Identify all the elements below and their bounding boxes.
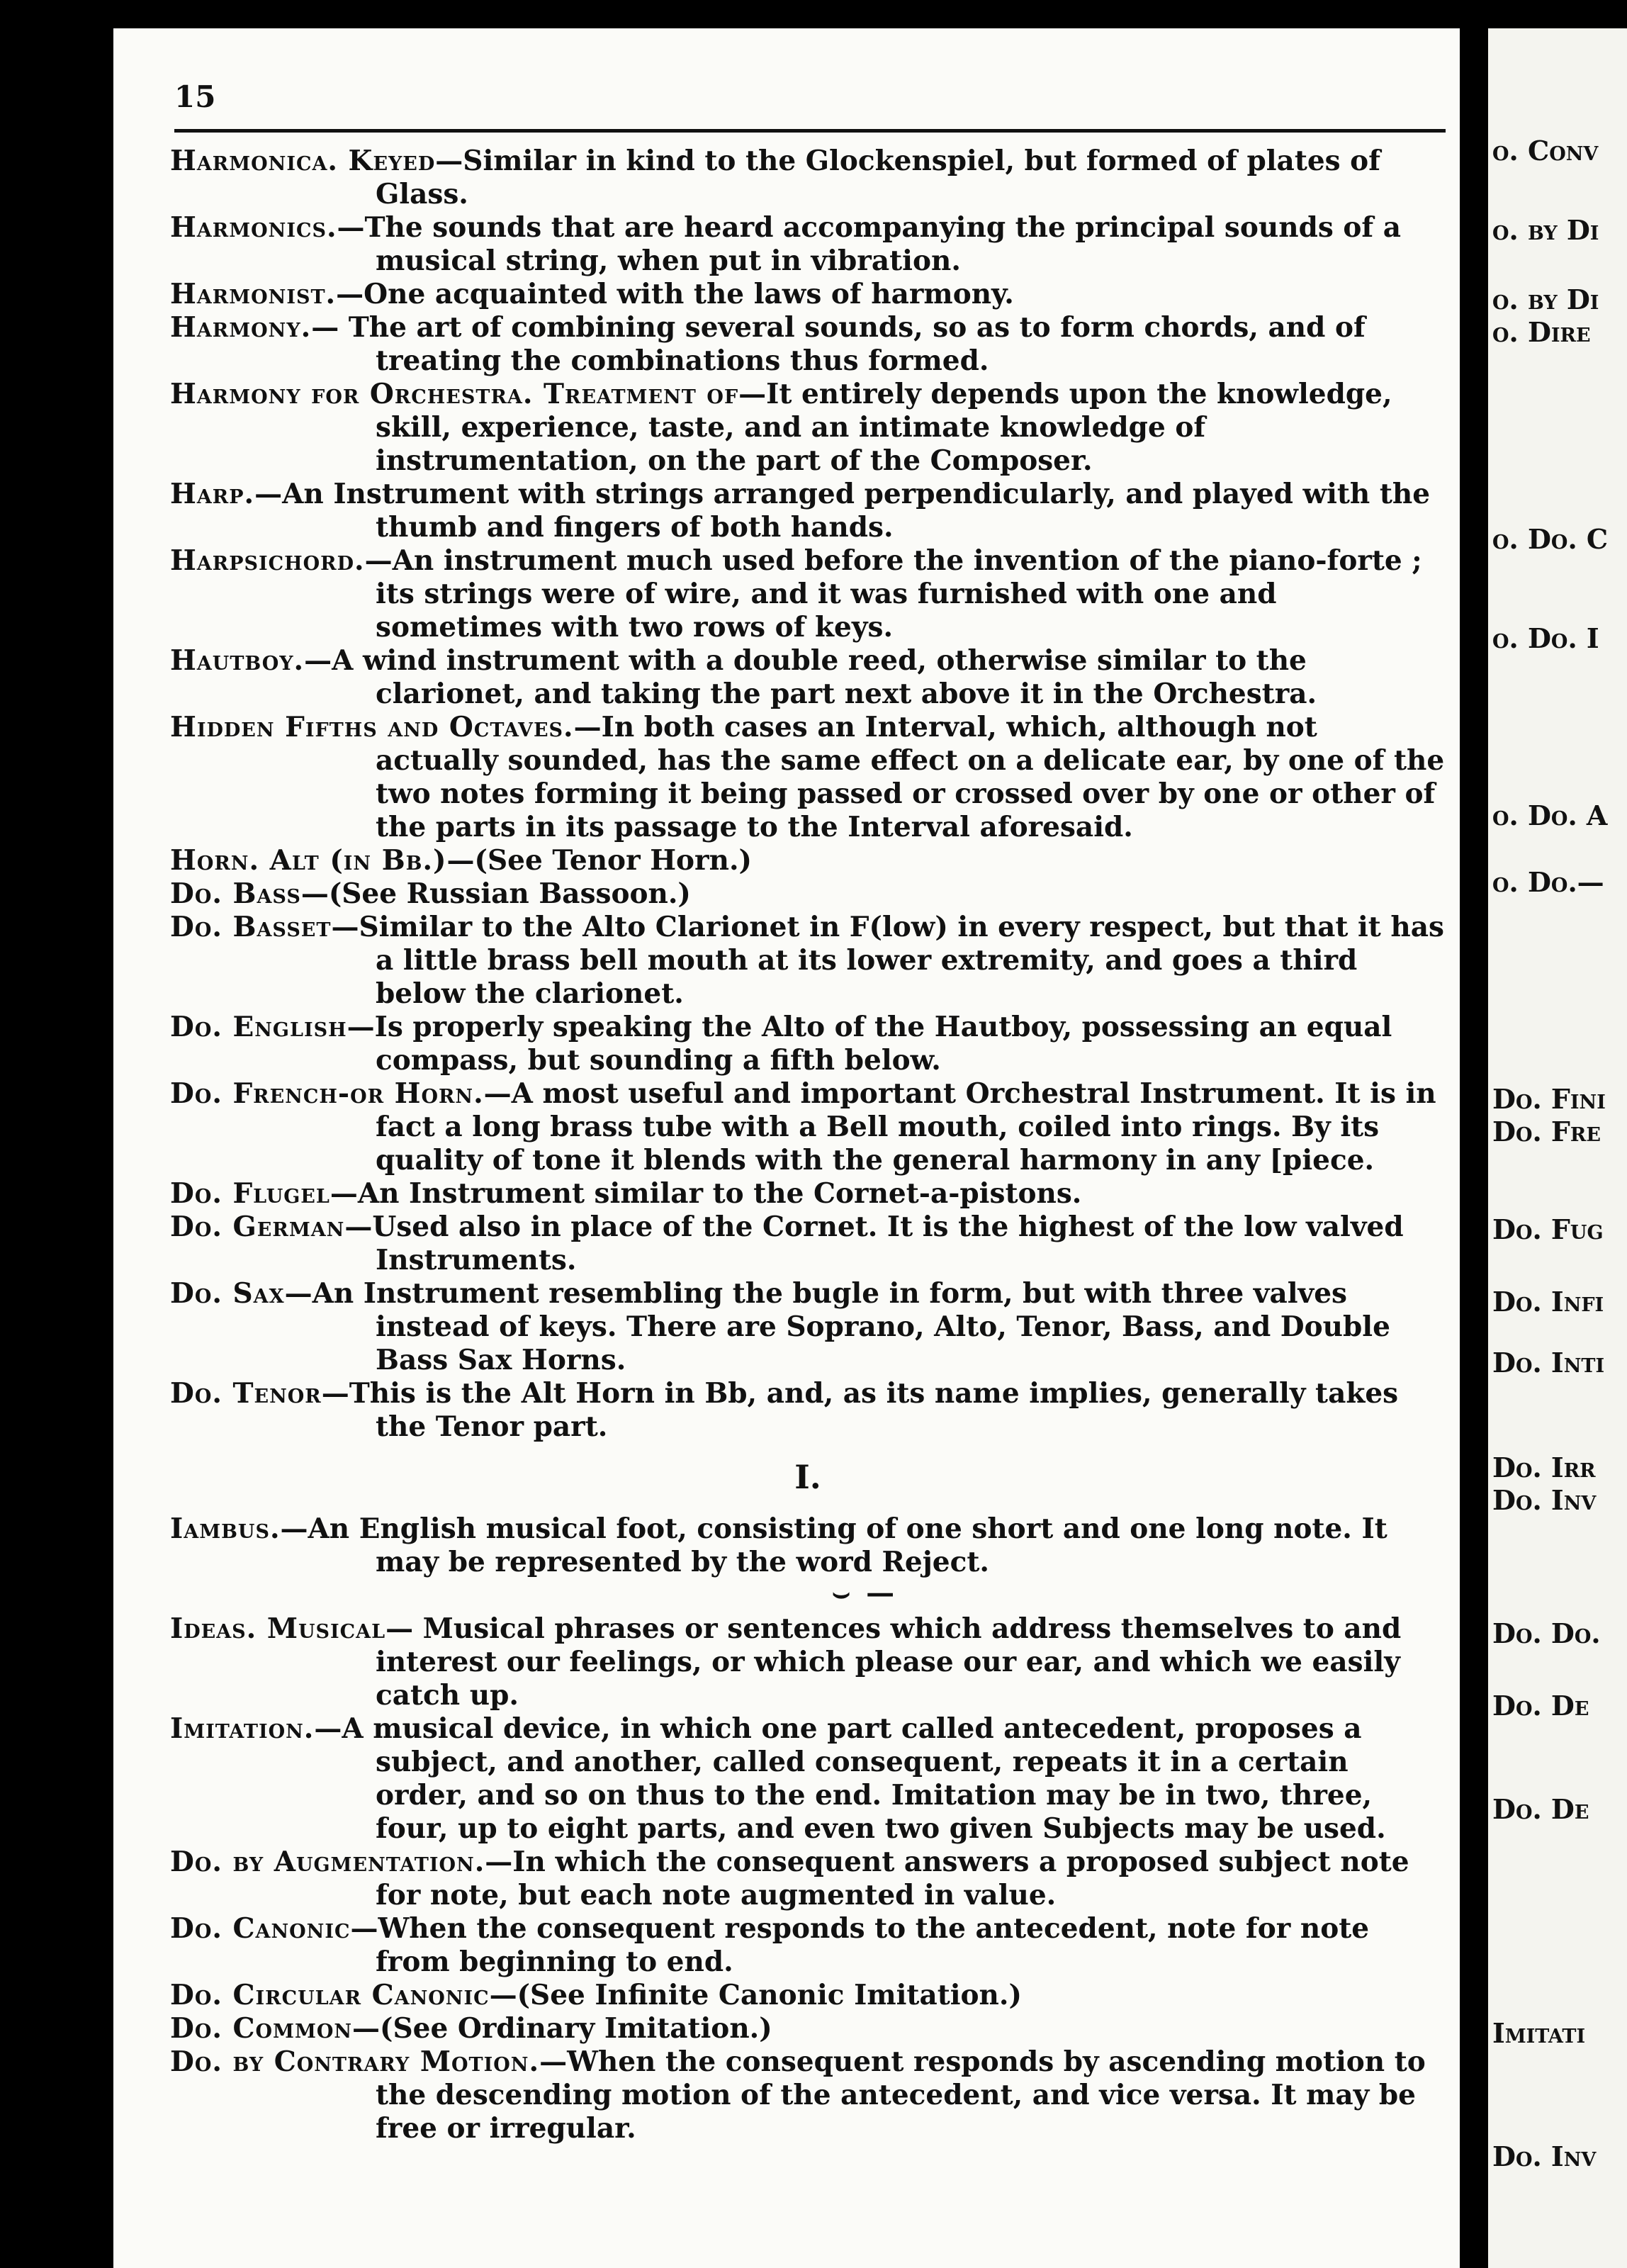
entry-definition: — Musical phrases or sentences which address themselves to and interest our feelings, or which please our ear, and which we easily catch up.	[376, 1612, 1402, 1712]
entry-definition: —An English musical foot, consisting of one short and one long note. It may be represented by the word Reject.	[280, 1512, 1387, 1578]
glossary-entry	[170, 844, 1446, 877]
entry-definition: —An Instrument with strings arranged perpendicularly, and played with the thumb and fingers of both hands.	[254, 478, 1431, 544]
adjacent-page-fragment: o. Conv	[1492, 135, 1599, 167]
glossary-entry	[170, 1979, 1446, 2012]
entry-definition: —This is the Alt Horn in Bb, and, as its name implies, generally takes the Tenor part.	[321, 1377, 1399, 1443]
glossary-entry	[170, 1712, 1446, 1846]
adjacent-page-fragment: o. by Di	[1492, 214, 1599, 246]
entry-definition: —A wind instrument with a double reed, otherwise similar to the clarionet, and taking the part next above it in the Orchestra.	[304, 644, 1317, 710]
entry-headword: Imitation.	[170, 1712, 315, 1745]
glossary-entry	[170, 1177, 1446, 1211]
glossary-entry	[170, 1377, 1446, 1444]
entry-definition: —The sounds that are heard accompanying the principal sounds of a musical string, when put in vibration.	[337, 211, 1402, 277]
prosody-marks: ⌣ —	[831, 1576, 898, 1610]
entries-i	[170, 1512, 1446, 2145]
adjacent-page-fragment: Do. Fini	[1492, 1083, 1606, 1115]
entry-definition: —(See Ordinary Imitation.)	[352, 2012, 772, 2045]
entry-headword: Harp.	[170, 478, 255, 510]
entry-definition: —It entirely depends upon the knowledge, skill, experience, taste, and an intimate knowledge of instrumentation, on the part of the Composer.	[376, 378, 1392, 477]
entry-definition: —Similar to the Alto Clarionet in F(low) in every respect, but that it has a little brass bell mouth at its lower extremity, and goes a third below the clarionet.	[331, 911, 1444, 1010]
entry-headword: Do. Common	[170, 2012, 353, 2045]
adjacent-page-fragment: o. by Di	[1492, 284, 1599, 315]
entry-headword: Harpsichord.	[170, 544, 365, 577]
adjacent-page-fragment: o. Dire	[1492, 316, 1591, 348]
adjacent-page-fragment: o. Do. A	[1492, 799, 1608, 831]
page-number: 15	[174, 79, 216, 114]
entry-headword: Do. Circular Canonic	[170, 1979, 490, 2011]
entry-headword: Hautboy.	[170, 644, 305, 677]
adjacent-page-fragment: Do. Do.	[1492, 1617, 1601, 1649]
glossary-entry	[170, 145, 1446, 211]
glossary-entry	[170, 1846, 1446, 1912]
entry-headword: Harmonics.	[170, 211, 337, 244]
entry-definition: — The art of combining several sounds, so as to form chords, and of treating the combinations thus formed.	[311, 311, 1366, 377]
entry-headword: Harmony.	[170, 311, 312, 344]
glossary-body	[170, 145, 1446, 2145]
entry-definition: —An Instrument resembling the bugle in form, but with three valves instead of keys. There are Soprano, Alto, Tenor, Bass, and Double Bass Sax Horns.	[284, 1277, 1390, 1376]
glossary-entry	[170, 544, 1446, 644]
entry-headword: Do. French-or Horn.	[170, 1077, 484, 1110]
adjacent-page-fragment: Imitati	[1492, 2017, 1586, 2049]
entry-headword: Do. Sax	[170, 1277, 285, 1310]
entry-headword: Iambus.	[170, 1512, 281, 1545]
header-rule	[174, 129, 1446, 133]
glossary-entry	[170, 877, 1446, 911]
adjacent-page-fragment: Do. Irr	[1492, 1452, 1596, 1483]
entry-headword: Do. Tenor	[170, 1377, 322, 1410]
entry-definition: —Is properly speaking the Alto of the Hautboy, possessing an equal compass, but sounding a fifth below.	[347, 1011, 1392, 1077]
glossary-entry	[170, 2045, 1446, 2145]
adjacent-page-fragment: Do. Inv	[1492, 2140, 1597, 2172]
glossary-entry	[170, 644, 1446, 711]
adjacent-page-fragment: o. Do. C	[1492, 523, 1609, 555]
entry-headword: Ideas. Musical	[170, 1612, 386, 1645]
glossary-entry	[170, 1077, 1446, 1177]
glossary-entry	[170, 1612, 1446, 1712]
entry-headword: Do. by Augmentation.	[170, 1846, 485, 1878]
glossary-entry	[170, 2012, 1446, 2045]
entry-headword: Harmony for Orchestra. Treatment of	[170, 378, 739, 410]
entry-headword: Hidden Fifths and Octaves.	[170, 711, 574, 743]
glossary-entry	[170, 478, 1446, 544]
entry-definition: —An instrument much used before the invention of the piano-forte ; its strings were of wire, and it was furnished with one and sometimes with two rows of keys.	[364, 544, 1422, 644]
adjacent-page-fragment: Do. Infi	[1492, 1286, 1604, 1318]
glossary-entry	[170, 1912, 1446, 1979]
entry-headword: Do. German	[170, 1211, 345, 1243]
entry-headword: Do. by Contrary Motion.	[170, 2045, 540, 2078]
entry-definition: —An Instrument similar to the Cornet-a-pistons.	[330, 1177, 1082, 1210]
glossary-entry	[170, 378, 1446, 478]
entries-h	[170, 145, 1446, 1444]
glossary-entry	[170, 311, 1446, 378]
entry-definition: —(See Russian Bassoon.)	[300, 877, 691, 910]
adjacent-page-fragment: Do. De	[1492, 1690, 1589, 1722]
adjacent-page-edge	[1488, 28, 1627, 2268]
entry-definition: —One acquainted with the laws of harmony.	[336, 278, 1014, 310]
entry-definition: —In both cases an Interval, which, although not actually sounded, has the same effect on a delicate ear, by one of the two notes forming it being passed or crossed over by one or other of the parts in its passage to the Interval aforesaid.	[376, 711, 1445, 843]
glossary-entry	[170, 1011, 1446, 1077]
adjacent-page-fragment: o. Do.—	[1492, 866, 1604, 898]
adjacent-page-fragment: o. Do. I	[1492, 622, 1599, 654]
adjacent-page-fragment: Do. Inv	[1492, 1484, 1597, 1516]
dictionary-page	[113, 28, 1460, 2268]
entry-headword: Harmonist.	[170, 278, 337, 310]
entry-definition: —When the consequent responds to the antecedent, note for note from beginning to end.	[350, 1912, 1370, 1978]
entry-headword: Do. Canonic	[170, 1912, 351, 1945]
glossary-entry	[170, 711, 1446, 844]
entry-headword: Do. Bass	[170, 877, 301, 910]
section-letter-i: I.	[794, 1458, 821, 1496]
entry-headword: Do. Basset	[170, 911, 332, 943]
adjacent-page-fragment: Do. Fug	[1492, 1213, 1604, 1245]
entry-headword: Do. English	[170, 1011, 347, 1043]
entry-definition: —A musical device, in which one part called antecedent, proposes a subject, and another, called consequent, repeats it in a certain order, and so on thus to the end. Imitation may be in two, three, four, up to eight parts, and even two given Subjects may be used.	[314, 1712, 1386, 1845]
glossary-entry	[170, 1277, 1446, 1377]
glossary-entry	[170, 911, 1446, 1011]
glossary-entry	[170, 1211, 1446, 1277]
adjacent-page-fragment: Do. De	[1492, 1793, 1589, 1825]
entry-definition: —Used also in place of the Cornet. It is the highest of the low valved Instruments.	[344, 1211, 1404, 1276]
entry-headword: Horn. Alt (in Bb.)	[170, 844, 447, 877]
entry-headword: Harmonica. Keyed	[170, 145, 436, 177]
entry-definition: —A most useful and important Orchestral Instrument. It is in fact a long brass tube with a Bell mouth, coiled into rings. By its quality of tone it blends with the general harmony in any [piece.	[376, 1077, 1436, 1177]
adjacent-page-fragment: Do. Fre	[1492, 1116, 1601, 1147]
entry-definition: —When the consequent responds by ascending motion to the descending motion of the antecedent, and vice versa. It may be free or irregular.	[376, 2045, 1426, 2145]
glossary-entry	[170, 1512, 1446, 1579]
entry-headword: Do. Flugel	[170, 1177, 330, 1210]
entry-definition: —(See Infinite Canonic Imitation.)	[489, 1979, 1022, 2011]
entry-definition: —(See Tenor Horn.)	[446, 844, 752, 877]
glossary-entry	[170, 211, 1446, 278]
glossary-entry	[170, 278, 1446, 311]
adjacent-page-fragment: Do. Inti	[1492, 1347, 1605, 1379]
entry-definition: —In which the consequent answers a proposed subject note for note, but each note augmented in value.	[376, 1846, 1409, 1911]
entry-definition: —Similar in kind to the Glockenspiel, but formed of plates of Glass.	[376, 145, 1380, 210]
